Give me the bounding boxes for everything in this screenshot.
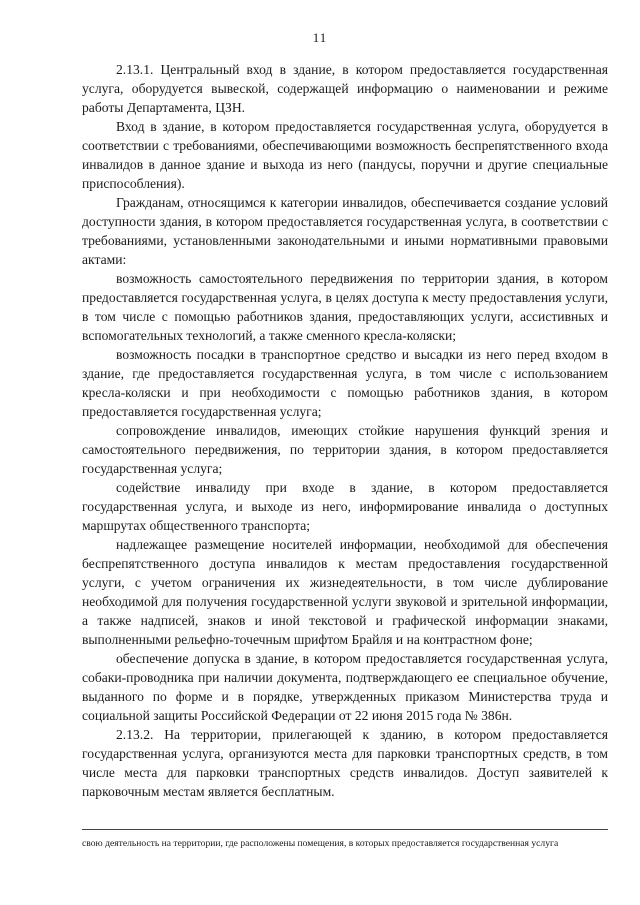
- list-item-vehicle-boarding: возможность посадки в транспортное средство и высадки из него перед входом в здание, где предоставляется государственная услуга, в том числе с использованием кресла-коляски и при необходимости с помощью работников здания, в котором предоставляется государственная услуга;: [82, 347, 608, 419]
- footnote-text: свою деятельность на территории, где расположены помещения, в которых предоставляется государственная услуга: [82, 838, 559, 849]
- list-item-entry-assistance: содействие инвалиду при входе в здание, в котором предоставляется государственная услуга, и выходе из него, информирование инвалида о доступных маршрутах общественного транспорта;: [82, 480, 608, 533]
- footnote-divider: [82, 829, 608, 830]
- paragraph-2-13-2: 2.13.2. На территории, прилегающей к зданию, в котором предоставляется государственная услуга, организуются места для парковки транспортных средств, в том числе места для парковки транспортных средств инвалидов. Доступ заявителей к парковочным местам является бесплатным.: [82, 727, 608, 799]
- list-item-information-placement: надлежащее размещение носителей информации, необходимой для обеспечения беспрепятственного доступа инвалидов к местам предоставления государственной услуги, с учетом ограничения их жизнедеятельности, в том числе дублирование необходимой для получения государственной услуги звуковой и зрительной информации, а также надписей, знаков и иной текстовой и графической информации знаками, выполненными рельефно-точечным шрифтом Брайля и на контрастном фоне;: [82, 537, 608, 647]
- list-item-guide-dog: обеспечение допуска в здание, в котором предоставляется государственная услуга, собаки-проводника при наличии документа, подтверждающего ее специальное обучение, выданного по форме и в порядке, утвержденных приказом Министерства труда и социальной защиты Российской Федерации от 22 июня 2015 года № 386н.: [82, 651, 608, 723]
- paragraph-entrance-equipment: Вход в здание, в котором предоставляется государственная услуга, оборудуется в соответствии с требованиями, обеспечивающими возможность беспрепятственного входа инвалидов в данное здание и выхода из него (пандусы, поручни и другие специальные приспособления).: [82, 119, 608, 191]
- list-item-independent-movement: возможность самостоятельного передвижения по территории здания, в котором предоставляется государственная услуга, в целях доступа к месту предоставления услуги, в том числе с помощью работников здания, предоставляющих услуги, ассистивных и вспомогательных технологий, а также сменного кресла-коляски;: [82, 271, 608, 343]
- document-body: [82, 60, 608, 801]
- paragraph-accessibility-conditions: Гражданам, относящимся к категории инвалидов, обеспечивается создание условий доступности здания, в котором предоставляется государственная услуга, в соответствии с требованиями, установленными законодательными и иными нормативными правовыми актами:: [82, 195, 608, 267]
- list-item-escort: сопровождение инвалидов, имеющих стойкие нарушения функций зрения и самостоятельного передвижения, по территории здания, в котором предоставляется государственная услуга;: [82, 423, 608, 476]
- paragraph-2-13-1: 2.13.1. Центральный вход в здание, в котором предоставляется государственная услуга, оборудуется вывеской, содержащей информацию о наименовании и режиме работы Департамента, ЦЗН.: [82, 62, 608, 115]
- page-number: 11: [312, 30, 328, 45]
